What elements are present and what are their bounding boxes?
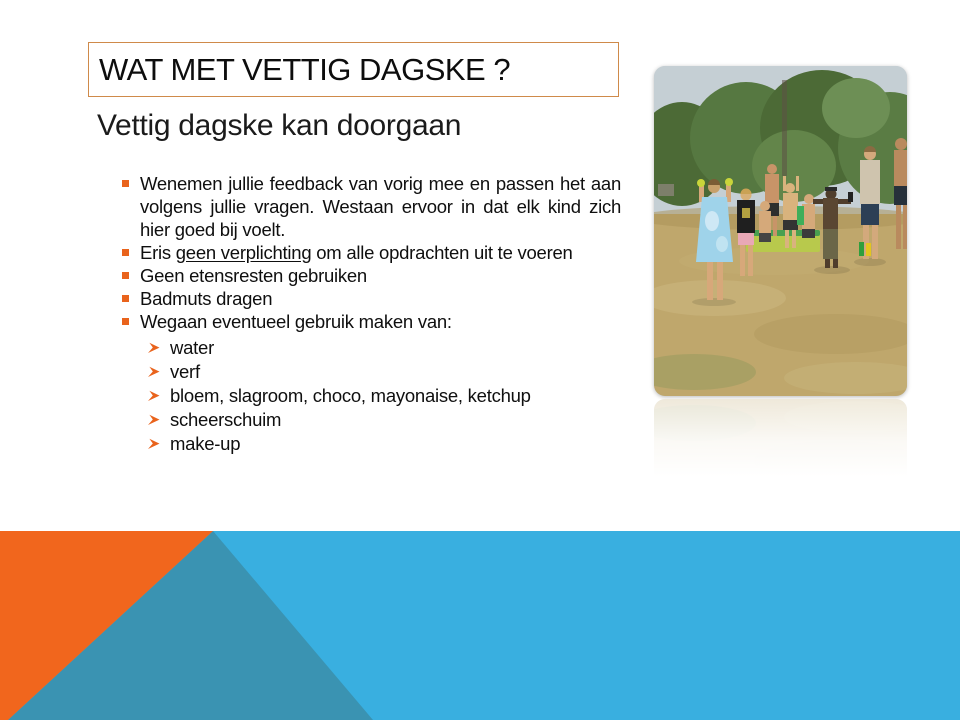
slide-title-box bbox=[88, 42, 619, 97]
slide-title: WAT MET VETTIG DAGSKE ? bbox=[99, 51, 511, 87]
bullet-text bbox=[140, 241, 621, 264]
arrow-bullet-icon bbox=[148, 342, 160, 354]
bullet-list bbox=[121, 172, 621, 456]
sub-bullet-list bbox=[148, 336, 621, 456]
sub-bullet-item bbox=[148, 360, 621, 384]
bullet-text: Wenemen jullie feedback van vorig mee en passen het aan volgens jullie vragen. Westaan ervoor in dat elk kind zich hier goed bij voelt. bbox=[140, 173, 621, 240]
square-bullet-icon bbox=[122, 295, 129, 302]
underlined-text: geen verplichting bbox=[175, 242, 312, 263]
sub-bullet-item bbox=[148, 336, 621, 360]
sub-bullet-text: water bbox=[170, 337, 214, 358]
photo-reflection bbox=[654, 399, 907, 477]
arrow-bullet-icon bbox=[148, 390, 160, 402]
sub-bullet-text: bloem, slagroom, choco, mayonaise, ketchup bbox=[170, 385, 531, 406]
arrow-bullet-icon bbox=[148, 414, 160, 426]
bullet-item bbox=[121, 264, 621, 287]
square-bullet-icon bbox=[122, 180, 129, 187]
reflection-fade-overlay bbox=[654, 399, 907, 477]
slide-subtitle: Vettig dagske kan doorgaan bbox=[97, 109, 462, 142]
arrow-bullet-icon bbox=[148, 366, 160, 378]
bullet-text: Geen etensresten gebruiken bbox=[140, 265, 367, 286]
sub-bullet-item bbox=[148, 408, 621, 432]
bullet-item bbox=[121, 241, 621, 264]
sub-bullet-text: make-up bbox=[170, 433, 241, 454]
sub-bullet-item bbox=[148, 432, 621, 456]
photo-illustration bbox=[654, 66, 907, 396]
triangle-decoration bbox=[0, 531, 960, 720]
bullet-text-pre: Eris bbox=[140, 242, 176, 263]
bullet-text-post: om alle opdrachten uit te voeren bbox=[311, 242, 573, 263]
sub-bullet-item bbox=[148, 384, 621, 408]
bullet-text: Badmuts dragen bbox=[140, 288, 273, 309]
arrow-bullet-icon bbox=[148, 438, 160, 450]
sub-bullet-text: verf bbox=[170, 361, 200, 382]
bullet-text: Wegaan eventueel gebruik maken van: bbox=[140, 311, 452, 332]
slide-photo bbox=[654, 66, 907, 396]
square-bullet-icon bbox=[122, 318, 129, 325]
square-bullet-icon bbox=[122, 272, 129, 279]
square-bullet-icon bbox=[122, 249, 129, 256]
bullet-item bbox=[121, 172, 621, 241]
bottom-decoration-band bbox=[0, 531, 960, 720]
bullet-item bbox=[121, 310, 621, 333]
sub-bullet-text: scheerschuim bbox=[170, 409, 282, 430]
bullet-item bbox=[121, 287, 621, 310]
